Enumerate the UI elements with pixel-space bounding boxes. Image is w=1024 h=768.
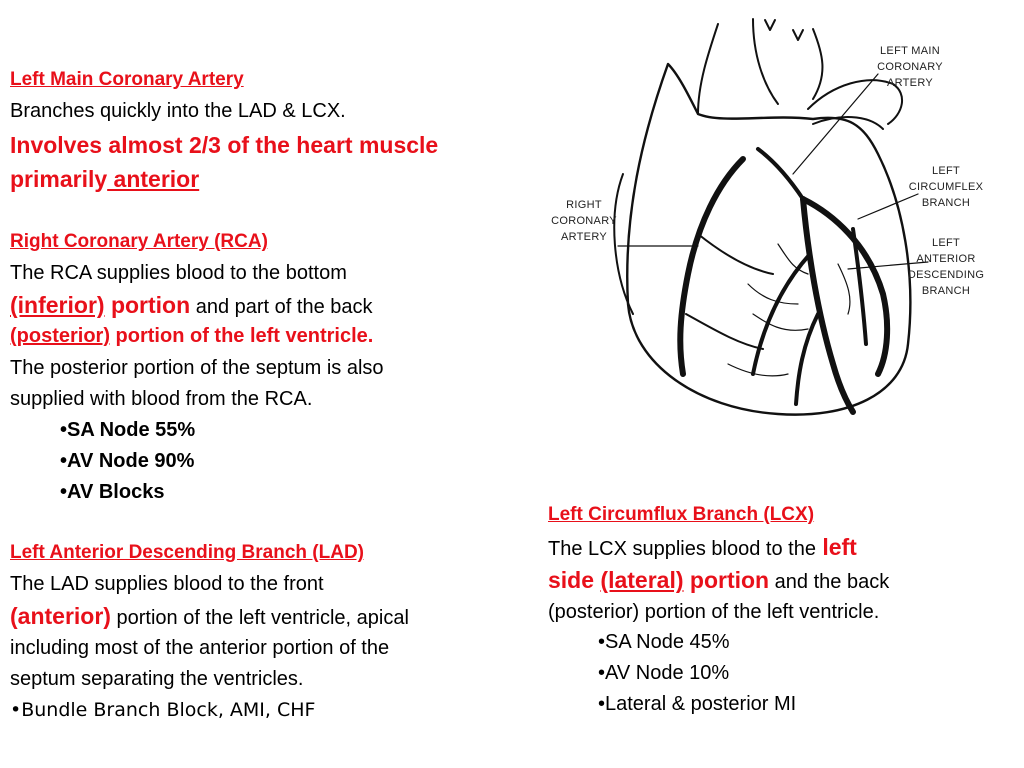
- right-atrium: [614, 174, 633, 314]
- rca-lv: portion of the left ventricle.: [110, 325, 374, 347]
- rca-vessel: [680, 159, 743, 374]
- lcx-line3: (posterior) portion of the left ventricle.: [548, 601, 880, 623]
- label-rca-2: CORONARY: [551, 215, 617, 227]
- label-lad-2: ANTERIOR: [916, 253, 976, 265]
- rca-inferior: (inferior): [10, 292, 105, 318]
- lmca-primarily: primarily: [10, 166, 108, 192]
- rca-line5: supplied with blood from the RCA.: [10, 388, 313, 410]
- label-lcx-1: LEFT: [931, 165, 961, 177]
- rca-bullet-blocks: •AV Blocks: [60, 481, 165, 503]
- rca-line3: [10, 324, 373, 348]
- rca-line1: The RCA supplies blood to the bottom: [10, 262, 347, 284]
- rca-line4: The posterior portion of the septum is also: [10, 357, 384, 379]
- aorta-outline: [698, 19, 822, 114]
- lad-line2: [10, 602, 409, 630]
- label-lmca-2: CORONARY: [877, 61, 943, 73]
- leader-lcx: [858, 194, 918, 219]
- lcx-portion: portion: [683, 567, 770, 593]
- lcx-bullet-av: •AV Node 10%: [598, 662, 730, 684]
- lad-portion: portion of the left ventricle, apical: [110, 607, 409, 629]
- lcx-supplies: The LCX supplies blood to the: [548, 538, 816, 560]
- lad-anterior: (anterior): [10, 603, 111, 629]
- lcx-left: left: [815, 534, 857, 560]
- lad-line5: •Bundle Branch Block, AMI, CHF: [10, 699, 316, 721]
- label-lcx-3: BRANCH: [921, 197, 971, 209]
- lcx-line1: [548, 533, 857, 561]
- heart-coronary-diagram: [548, 14, 985, 424]
- rca-branches: [686, 234, 773, 349]
- lcx-side: side: [548, 567, 601, 593]
- lmca-title: Left Main Coronary Artery: [10, 69, 244, 90]
- rca-bullet-av: •AV Node 90%: [60, 450, 195, 472]
- left-main-artery: [758, 149, 803, 199]
- rca-bullet-sa: •SA Node 55%: [60, 419, 196, 441]
- lmca-line2: Involves almost 2/3 of the heart muscle: [10, 132, 439, 158]
- lcx-line2: [548, 566, 889, 594]
- label-lad-3: DESCENDING: [907, 269, 985, 281]
- label-rca-1: RIGHT: [566, 199, 602, 211]
- lmca-line3: [10, 165, 199, 193]
- lad-line4: septum separating the ventricles.: [10, 668, 304, 690]
- label-lmca-1: LEFT MAIN: [880, 45, 940, 57]
- rca-back: and part of the back: [190, 296, 373, 318]
- heart-top-marks: [765, 20, 803, 40]
- rca-portion: portion: [104, 292, 191, 318]
- label-lcx-2: CIRCUMFLEX: [908, 181, 984, 193]
- heart-outline: [627, 64, 910, 415]
- lcx-bullet-mi: •Lateral & posterior MI: [598, 693, 797, 715]
- rca-title: Right Coronary Artery (RCA): [10, 231, 268, 252]
- lad-title: Left Anterior Descending Branch (LAD): [10, 542, 364, 563]
- label-lad-1: LEFT: [931, 237, 961, 249]
- lcx-back: and the back: [769, 571, 890, 593]
- label-lad-4: BRANCH: [921, 285, 971, 297]
- lcx-title: Left Circumflux Branch (LCX): [548, 504, 815, 525]
- rca-posterior: (posterior): [10, 325, 110, 347]
- lad-line3: including most of the anterior portion of the: [10, 637, 390, 659]
- label-rca-3: ARTERY: [560, 231, 608, 243]
- lmca-line1: Branches quickly into the LAD & LCX.: [10, 100, 346, 122]
- lcx-bullet-sa: •SA Node 45%: [598, 631, 730, 653]
- lcx-lateral: (lateral): [600, 567, 684, 593]
- rca-line2: [10, 291, 373, 319]
- label-lmca-3: ARTERY: [886, 77, 934, 89]
- lad-line1: The LAD supplies blood to the front: [10, 573, 324, 595]
- lmca-anterior: anterior: [107, 166, 200, 192]
